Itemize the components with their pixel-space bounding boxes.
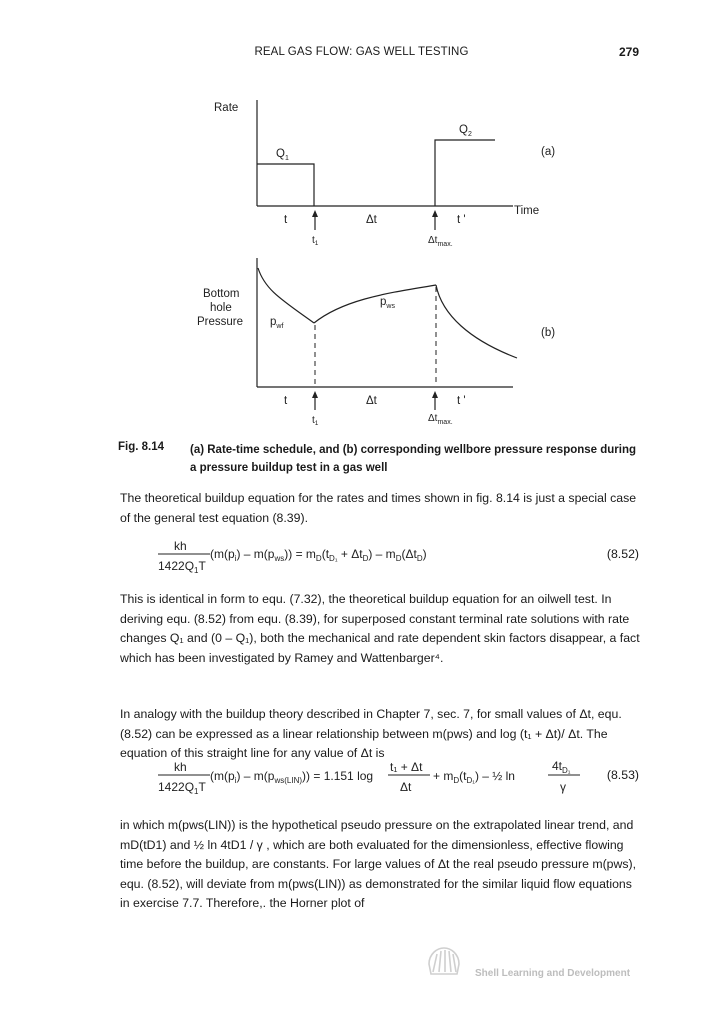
pws-label: $p_{ws}$ [380,296,395,310]
pressure-panel [257,258,517,410]
time-label: Time [514,205,540,217]
rate-q1-step [257,164,314,206]
eq52-body: $(m(p_i) - m(p_{ws})) = m_D(t_{D_1} + \Delta t_D) - m_D(\Delta t_D)$ [210,547,427,563]
eq53-log-denominator: Δt [400,780,412,794]
q2-label: $Q_2$ [459,124,472,138]
buildup-curve [314,285,436,323]
top-t-label: t [284,214,288,226]
top-tprime-label: t ' [457,214,466,226]
page-number: 279 [618,45,639,59]
paragraph-1: The theoretical buildup equation for the rates and times shown in fig. 8.14 is just a special case of the general test equation (8.39). [120,491,637,525]
equation-number-8-53: (8.53) [606,768,639,782]
bottom-dt-label: Δt [366,395,377,407]
eq53-body: $(m(p_i) - m(p_{ws(LIN)})) = 1.151$ log [210,769,374,785]
eq53-ln-numerator: $4t_{D_1}$ [552,759,571,775]
rate-label: Rate [214,102,239,114]
figure-caption: (a) Rate-time schedule, and (b) corresponding wellbore pressure response during a pressure buildup test in a gas well [190,444,637,474]
eq53-log-numerator: t₁ + Δt [390,760,423,774]
footer-brand: Shell Learning and Development [475,968,631,979]
drawdown-curve [258,268,314,323]
pwf-label: $p_{wf}$ [270,316,284,330]
top-t1-label: $t_1$ [312,235,319,247]
equation-8-52 [158,539,427,575]
panel-a-label: (a) [541,146,556,158]
eq53-denominator: $1422Q_1T$ [158,780,206,796]
equation-8-53 [158,759,580,796]
shell-logo-icon [429,948,459,974]
bottom-dtmax-arrowhead [432,391,438,398]
pressure-label: Pressure [197,316,244,328]
eq53-tail: + $m_D(t_{D_1})$ – ½ ln [433,769,515,785]
panel-b-label: (b) [541,327,556,339]
dtmax-arrowhead [432,210,438,217]
bottom-t1-label: $t_1$ [312,415,319,427]
paragraph-3: In analogy with the buildup theory described in Chapter 7, sec. 7, for small values of Δt, equ. (8.52) can be expressed as a linear relationship between m(pws) and log (t₁ + Δt)/ Δt. The equation of this straight line for any value of Δt is [120,707,622,760]
eq53-ln-denominator: γ [560,780,566,794]
paragraph-4: in which m(pws(LIN)) is the hypothetical pseudo pressure on the extrapolated linear trend, and mD(tD1) and ½ ln 4tD1 / γ , which are both evaluated for the dimensionless, effective flowing time before the buildup, are constants. For large values of Δt the real pseudo pressure m(pws), equ. (8.52), will deviate from m(pws(LIN)) as demonstrated for the similar liquid flow equations in exercise 7.7. Therefore,. the Horner plot of [120,818,637,910]
rate-q2-step [435,140,495,206]
second-drawdown-curve [436,285,517,358]
top-dtmax-label: $\Delta t_{max.}$ [428,235,453,248]
top-dt-label: Δt [366,214,377,226]
figure-label: Fig. 8.14 [118,441,165,453]
eq52-numerator: kh [174,539,187,553]
eq52-denominator: $1422Q_1T$ [158,559,206,575]
bottom-t-label: t [284,395,288,407]
eq53-numerator: kh [174,760,187,774]
hole-label: hole [210,302,232,314]
bottom-label: Bottom [203,288,240,300]
t1-arrowhead [312,210,318,217]
bottom-t1-arrowhead [312,391,318,398]
bottom-dtmax-label: $\Delta t_{max.}$ [428,413,453,426]
q1-label: $Q_1$ [276,148,289,162]
paragraph-2: This is identical in form to equ. (7.32), the theoretical buildup equation for an oilwell test. In deriving equ. (8.52) from equ. (8.39), for superposed constant terminal rate solutions with rate changes Q₁ and (0 – Q₁), both the mechanical and rate dependent skin factors disappear, a fact which has been investigated by Ramey and Wattenbarger⁴. [120,592,640,665]
bottom-tprime-label: t ' [457,395,466,407]
rate-time-panel [257,100,513,230]
running-header-title: REAL GAS FLOW: GAS WELL TESTING [254,46,469,58]
equation-number-8-52: (8.52) [606,547,639,561]
